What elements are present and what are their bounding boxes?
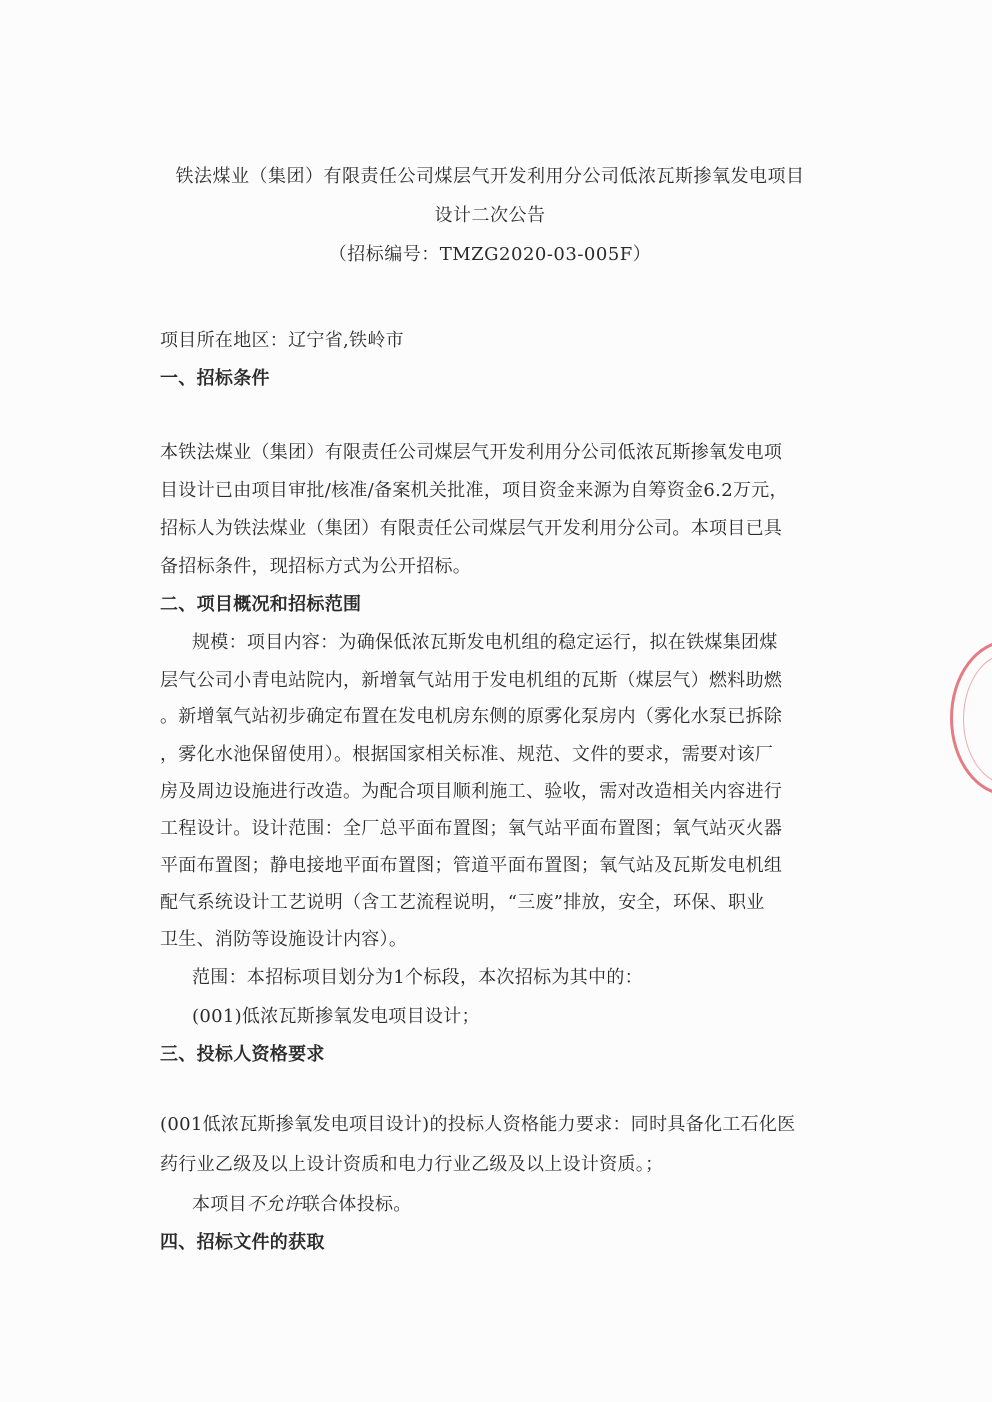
section-1-heading: 一、招标条件	[160, 368, 270, 389]
section-2-lot: (001)低浓瓦斯掺氧发电项目设计；	[192, 1006, 480, 1027]
section-2-line: 层气公司小青电站院内，新增氧气站用于发电机组的瓦斯（煤层气）燃料助燃	[160, 670, 783, 691]
document-title-line-1: 铁法煤业（集团）有限责任公司煤层气开发利用分公司低浓瓦斯掺氧发电项目	[175, 166, 805, 187]
section-2-line: 平面布置图；静电接地平面布置图；管道平面布置图；氧气站及瓦斯发电机组	[160, 855, 783, 876]
section-2-heading: 二、项目概况和招标范围	[160, 594, 362, 615]
consortium-suffix: 联合体投标。	[301, 1194, 412, 1215]
section-1-line: 本铁法煤业（集团）有限责任公司煤层气开发利用分公司低浓瓦斯掺氧发电项	[160, 442, 783, 463]
company-seal-stamp	[950, 640, 992, 796]
section-2-line: 配气系统设计工艺说明（含工艺流程说明，“三废”排放，安全，环保、职业	[160, 892, 765, 913]
section-4-heading: 四、招标文件的获取	[160, 1232, 325, 1253]
document-title-line-2: 设计二次公告	[434, 205, 546, 226]
seal-inner-ring	[963, 653, 992, 785]
section-2-line: 卫生、消防等设施设计内容）。	[160, 929, 408, 950]
section-1-line: 招标人为铁法煤业（集团）有限责任公司煤层气开发利用分公司。本项目已具	[160, 518, 783, 539]
section-2-line: 工程设计。设计范围：全厂总平面布置图；氧气站平面布置图；氧气站灭火器	[160, 818, 783, 839]
consortium-prefix: 本项目	[192, 1194, 247, 1215]
section-3-line: 药行业乙级及以上设计资质和电力行业乙级及以上设计资质。；	[160, 1154, 664, 1175]
consortium-emphasis: 不允许	[246, 1194, 302, 1215]
tender-number: （招标编号：TMZG2020-03-005F）	[328, 244, 652, 265]
section-1-line: 目设计已由项目审批/核准/备案机关批准，项目资金来源为自筹资金6.2万元，	[160, 480, 788, 501]
section-2-line: 房及周边设施进行改造。为配合项目顺利施工、验收，需对改造相关内容进行	[160, 781, 783, 802]
consortium-statement	[192, 1190, 412, 1216]
section-2-scope: 范围：本招标项目划分为1个标段，本次招标为其中的：	[192, 967, 643, 988]
section-3-heading: 三、投标人资格要求	[160, 1044, 325, 1065]
section-2-line: 规模：项目内容：为确保低浓瓦斯发电机组的稳定运行，拟在铁煤集团煤	[192, 632, 778, 653]
project-region: 项目所在地区：辽宁省,铁岭市	[160, 330, 404, 351]
section-2-line: ，雾化水池保留使用）。根据国家相关标准、规范、文件的要求，需要对该厂	[160, 744, 774, 765]
section-1-line: 备招标条件，现招标方式为公开招标。	[160, 556, 472, 577]
section-2-line: 。新增氧气站初步确定布置在发电机房东侧的原雾化泵房内（雾化水泵已拆除	[160, 706, 783, 727]
section-3-line: (001低浓瓦斯掺氧发电项目设计)的投标人资格能力要求：同时具备化工石化医	[160, 1114, 796, 1135]
